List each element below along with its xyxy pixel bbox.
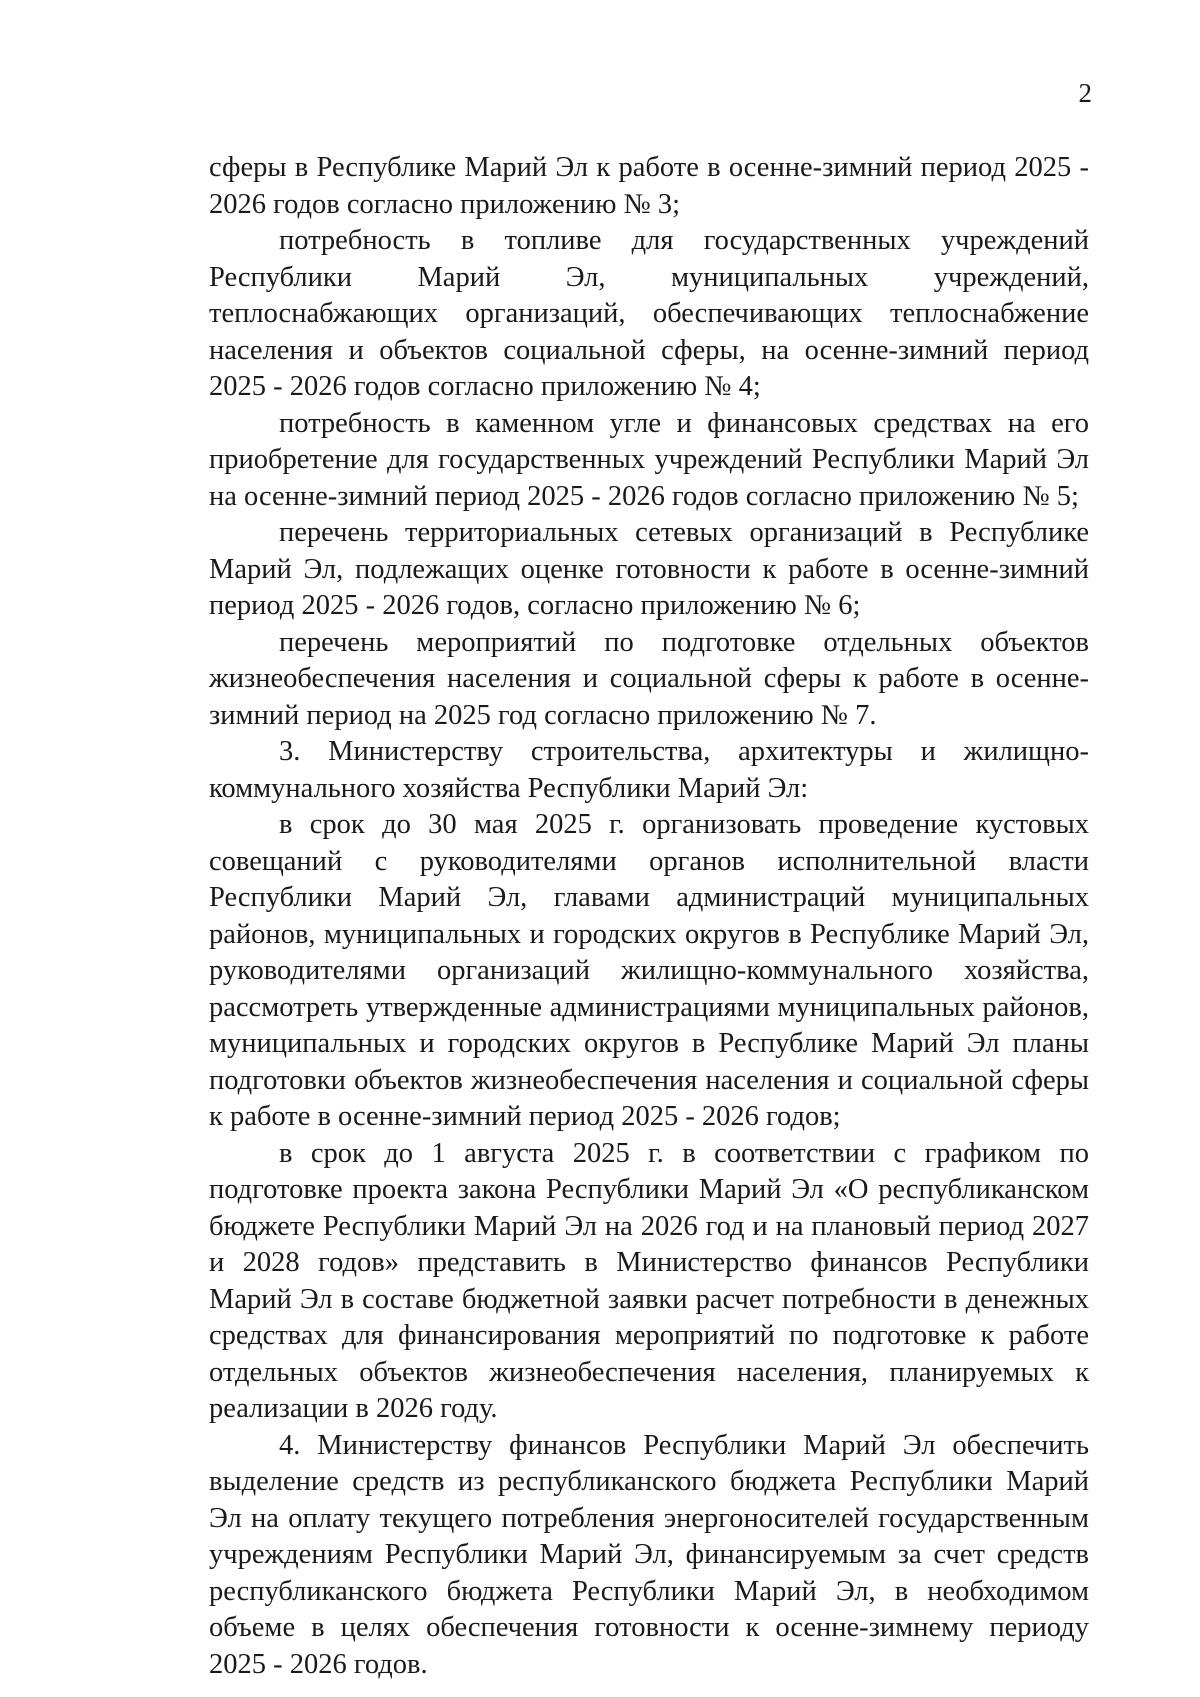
- paragraph-item-3: 3. Министерству строительства, архитектуры и жилищно-коммунального хозяйства Республики Марий Эл:: [209, 736, 1089, 804]
- paragraph-coal-need: потребность в каменном угле и финансовых средствах на его приобретение для государственных учреждений Республики Марий Эл на осенне-зимний период 2025 - 2026 годов согласно приложению № 5;: [209, 407, 1089, 512]
- paragraph-fuel-need: потребность в топливе для государственных учреждений Республики Марий Эл, муниципальных учреждений, теплоснабжающих организаций, обеспечивающих теплоснабжение населения и объектов социальной сферы, на осенне-зимний период 2025 - 2026 годов согласно приложению № 4;: [209, 225, 1089, 402]
- paragraph-budget-deadline: в срок до 1 августа 2025 г. в соответствии с графиком по подготовке проекта закона Республики Марий Эл «О республиканском бюджете Республики Марий Эл на 2026 год и на плановый период 2027 и 2028 годов» представить в Министерство финансов Республики Марий Эл в составе бюджетной заявки расчет потребности в денежных средствах для финансирования мероприятий по подготовке к работе отдельных объектов жизнеобеспечения населения, планируемых к реализации в 2026 году.: [209, 1137, 1089, 1424]
- paragraph-item-4: 4. Министерству финансов Республики Марий Эл обеспечить выделение средств из республиканского бюджета Республики Марий Эл на оплату текущего потребления энергоносителей государственным учреждениям Республики Марий Эл, финансируемым за счет средств республиканского бюджета Республики Марий Эл, в необходимом объеме в целях обеспечения готовности к осенне-зимнему периоду 2025 - 2026 годов.: [209, 1429, 1089, 1680]
- paragraph-grid-organizations: перечень территориальных сетевых организаций в Республике Марий Эл, подлежащих оценке готовности к работе в осенне-зимний период 2025 - 2026 годов, согласно приложению № 6;: [209, 517, 1089, 621]
- paragraph-measures-list: перечень мероприятий по подготовке отдельных объектов жизнеобеспечения населения и социальной сферы к работе в осенне-зимний период на 2025 год согласно приложению № 7.: [209, 626, 1089, 731]
- paragraph-continuation: сферы в Республике Марий Эл к работе в осенне-зимний период 2025 - 2026 годов согласно приложению № 3;: [209, 152, 1089, 220]
- paragraph-meetings-deadline: в срок до 30 мая 2025 г. организовать проведение кустовых совещаний с руководителями органов исполнительной власти Республики Марий Эл, главами администраций муниципальных районов, муниципальных и городских округов в Республике Марий Эл, руководителями организаций жилищно-коммунального хозяйства, рассмотреть утвержденные администрациями муниципальных районов, муниципальных и городских округов в Республике Марий Эл планы подготовки объектов жизнеобеспечения населения и социальной сферы к работе в осенне-зимний период 2025 - 2026 годов;: [209, 809, 1089, 1132]
- page-number: 2: [1078, 78, 1092, 108]
- document-body: [209, 150, 1089, 1683]
